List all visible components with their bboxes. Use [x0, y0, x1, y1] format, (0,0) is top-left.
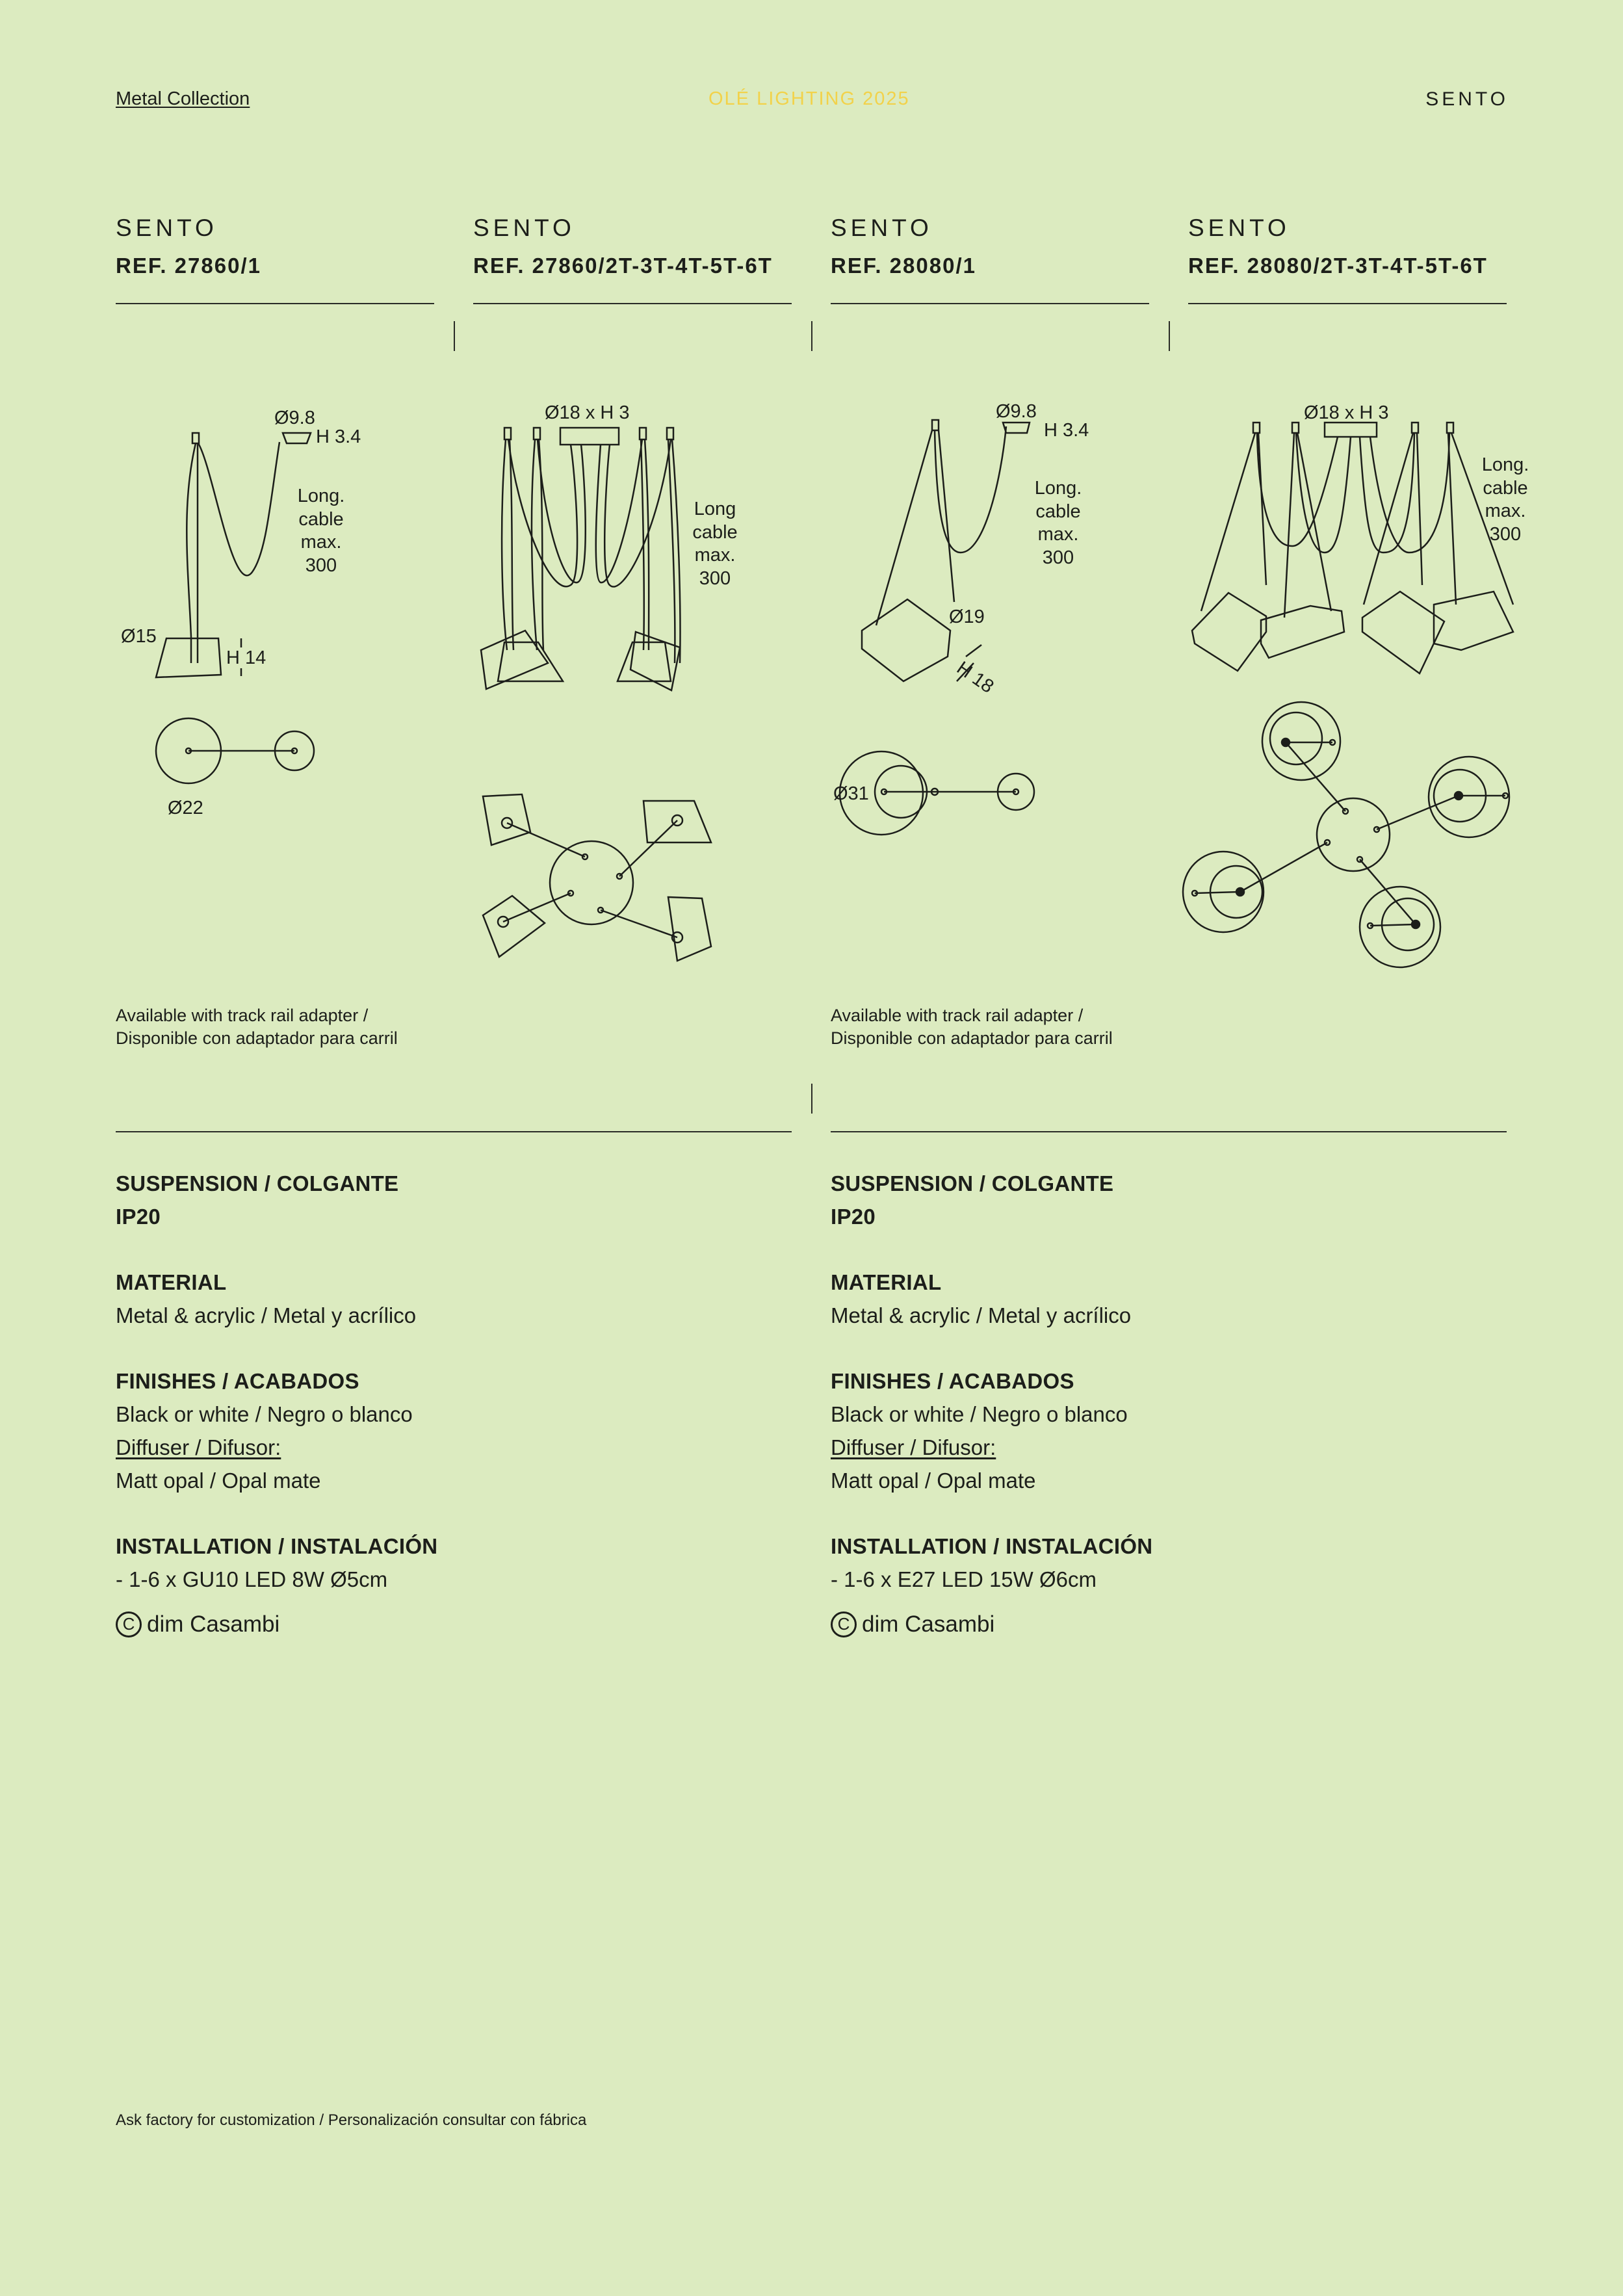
product-name: SENTO [116, 215, 218, 241]
dim-casambi [831, 1608, 1481, 1641]
product-name: SENTO [1188, 215, 1290, 241]
material-value: Metal & acrylic / Metal y acrílico [831, 1303, 1132, 1327]
dim-canopy-height: H 3.4 [1044, 420, 1089, 441]
availability-note-2 [831, 1004, 1113, 1050]
finishes-title: FINISHES / ACABADOS [831, 1369, 1074, 1393]
spec-block-2 [831, 1167, 1481, 1641]
dim-cable-line-2: cable [298, 509, 344, 530]
spec-divider [831, 1131, 1507, 1132]
product-name: SENTO [473, 215, 575, 241]
dim-cable-line-3: max. [694, 545, 736, 566]
dim-cable-line-4: 300 [305, 555, 337, 576]
product-ref: REF. 27860/1 [116, 254, 261, 278]
technical-drawing-2 [473, 390, 798, 975]
installation-title: INSTALLATION / INSTALACIÓN [831, 1534, 1153, 1558]
technical-drawing-3 [831, 390, 1156, 910]
diffuser-value: Matt opal / Opal mate [116, 1468, 321, 1493]
spec-block-1 [116, 1167, 766, 1641]
collection-link[interactable]: Metal Collection [116, 88, 250, 109]
column-separator [1169, 321, 1170, 351]
brand-year: OLÉ LIGHTING 2025 [708, 88, 910, 109]
product-ref: REF. 27860/2T-3T-4T-5T-6T [473, 254, 773, 278]
page-product-name: SENTO [1425, 88, 1509, 110]
spec-column-separator [811, 1084, 812, 1114]
dim-canopy-height: H 3.4 [316, 426, 361, 447]
dim-cable-line-2: cable [1035, 501, 1081, 522]
title-divider [1188, 303, 1507, 304]
dim-cable-line-1: Long. [1034, 478, 1082, 499]
dim-canopy: Ø18 x H 3 [545, 402, 630, 423]
dim-cable-line-2: cable [692, 522, 738, 543]
availability-line: Available with track rail adapter / [116, 1006, 369, 1025]
installation-title: INSTALLATION / INSTALACIÓN [116, 1534, 438, 1558]
title-divider [831, 303, 1149, 304]
dim-shade-height: H 18 [952, 657, 998, 698]
column-separator [811, 321, 812, 351]
dim-top-diameter: Ø31 [833, 783, 869, 804]
dim-cable-line-1: Long. [297, 486, 345, 506]
product-ref: REF. 28080/2T-3T-4T-5T-6T [1188, 254, 1488, 278]
availability-line: Disponible con adaptador para carril [116, 1028, 398, 1048]
dim-cable-line-4: 300 [1042, 547, 1074, 568]
ip-rating: IP20 [116, 1205, 161, 1229]
dim-cable-line-2: cable [1483, 478, 1528, 499]
dim-cable-line-3: max. [1485, 501, 1526, 521]
dim-cable-line-4: 300 [1489, 524, 1522, 545]
casambi-icon: C [831, 1611, 857, 1637]
type-title: SUSPENSION / COLGANTE [116, 1171, 399, 1195]
dim-casambi [116, 1608, 766, 1641]
customization-note: Ask factory for customization / Personalización consultar con fábrica [116, 2111, 587, 2129]
installation-value: - 1-6 x E27 LED 15W Ø6cm [831, 1567, 1097, 1591]
product-column-4 [1188, 215, 1507, 278]
dim-cable-line-1: Long [694, 499, 736, 519]
diffuser-value: Matt opal / Opal mate [831, 1468, 1036, 1493]
dim-cable-line-1: Long. [1481, 454, 1529, 475]
dim-shade-diameter: Ø19 [949, 607, 985, 627]
title-divider [473, 303, 792, 304]
dim-label: dim Casambi [147, 1611, 280, 1637]
dim-cable-line-3: max. [300, 532, 342, 553]
casambi-icon: C [116, 1611, 142, 1637]
finishes-title: FINISHES / ACABADOS [116, 1369, 359, 1393]
dim-cable-line-3: max. [1037, 524, 1079, 545]
product-column-2 [473, 215, 792, 278]
dim-canopy-diameter: Ø9.8 [996, 401, 1037, 422]
finishes-value: Black or white / Negro o blanco [831, 1402, 1128, 1426]
diffuser-title: Diffuser / Difusor: [831, 1435, 996, 1459]
column-separator [454, 321, 455, 351]
ip-rating: IP20 [831, 1205, 876, 1229]
availability-line: Available with track rail adapter / [831, 1006, 1084, 1025]
product-column-3 [831, 215, 1149, 278]
dim-shade-height: H 14 [226, 647, 266, 668]
dim-top-diameter: Ø22 [168, 798, 203, 818]
product-name: SENTO [831, 215, 933, 241]
product-ref: REF. 28080/1 [831, 254, 976, 278]
product-column-1 [116, 215, 434, 278]
technical-drawing-1 [116, 390, 441, 845]
dim-canopy: Ø18 x H 3 [1304, 402, 1389, 423]
installation-value: - 1-6 x GU10 LED 8W Ø5cm [116, 1567, 388, 1591]
diffuser-title: Diffuser / Difusor: [116, 1435, 281, 1459]
dim-canopy-diameter: Ø9.8 [274, 408, 315, 428]
title-divider [116, 303, 434, 304]
technical-drawing-4 [1188, 390, 1529, 975]
material-title: MATERIAL [116, 1270, 227, 1294]
availability-note-1 [116, 1004, 398, 1050]
dim-label: dim Casambi [862, 1611, 995, 1637]
dim-shade-diameter: Ø15 [121, 626, 157, 647]
material-title: MATERIAL [831, 1270, 942, 1294]
finishes-value: Black or white / Negro o blanco [116, 1402, 413, 1426]
material-value: Metal & acrylic / Metal y acrílico [116, 1303, 417, 1327]
availability-line: Disponible con adaptador para carril [831, 1028, 1113, 1048]
dim-cable-line-4: 300 [699, 568, 731, 589]
spec-divider [116, 1131, 792, 1132]
type-title: SUSPENSION / COLGANTE [831, 1171, 1114, 1195]
